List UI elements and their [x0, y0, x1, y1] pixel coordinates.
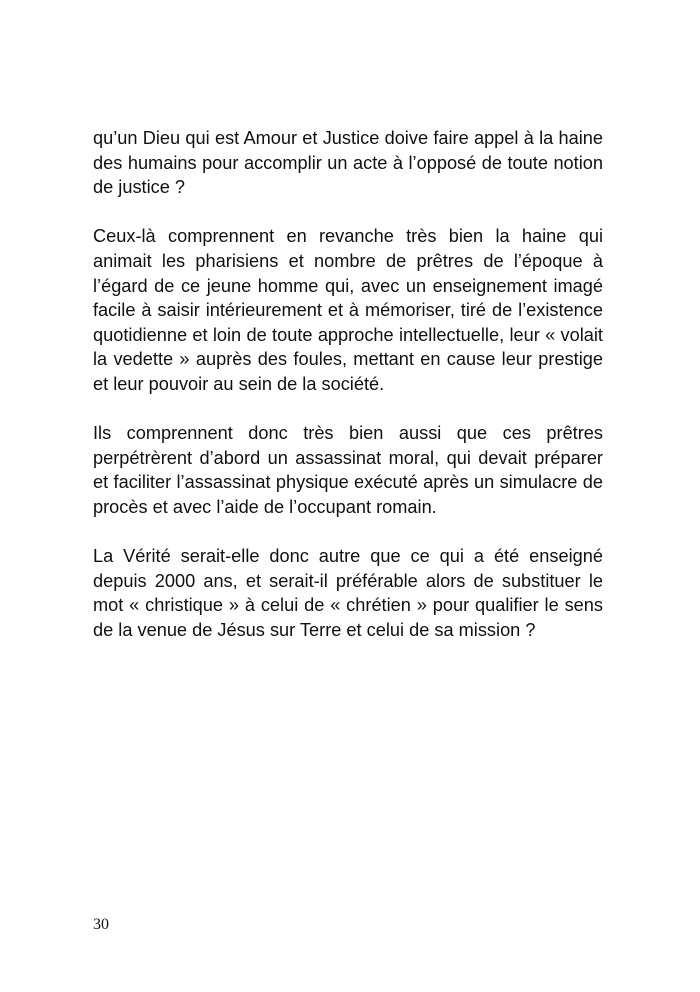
paragraph-2: Ceux-là comprennent en revanche très bien la haine qui animait les pharisiens et nombre de prêtres de l’époque à l’égard de ce jeune homme qui, avec un enseignement imagé facile à saisir intérieurement et à mémoriser, tiré de l’existence quotidienne et loin de toute approche intellectuelle, leur « volait la vedette » auprès des foules, mettant en cause leur prestige et leur pouvoir au sein de la société.: [93, 226, 603, 394]
paragraph-4: La Vérité serait-elle donc autre que ce qui a été enseigné depuis 2000 ans, et serait-il préférable alors de substituer le mot « christique » à celui de « chrétien » pour qualifier le sens de la venue de Jésus sur Terre et celui de sa mission ?: [93, 546, 603, 640]
paragraph-3: Ils comprennent donc très bien aussi que ces prêtres perpétrèrent d’abord un assassinat moral, qui devait préparer et faciliter l’assassinat physique exécuté après un simulacre de procès et avec l’aide de l’occupant romain.: [93, 423, 603, 517]
page-number: 30: [93, 916, 109, 933]
paragraph-1: qu’un Dieu qui est Amour et Justice doive faire appel à la haine des humains pour accomplir un acte à l’opposé de toute notion de justice ?: [93, 128, 603, 198]
body-text: [93, 126, 603, 642]
